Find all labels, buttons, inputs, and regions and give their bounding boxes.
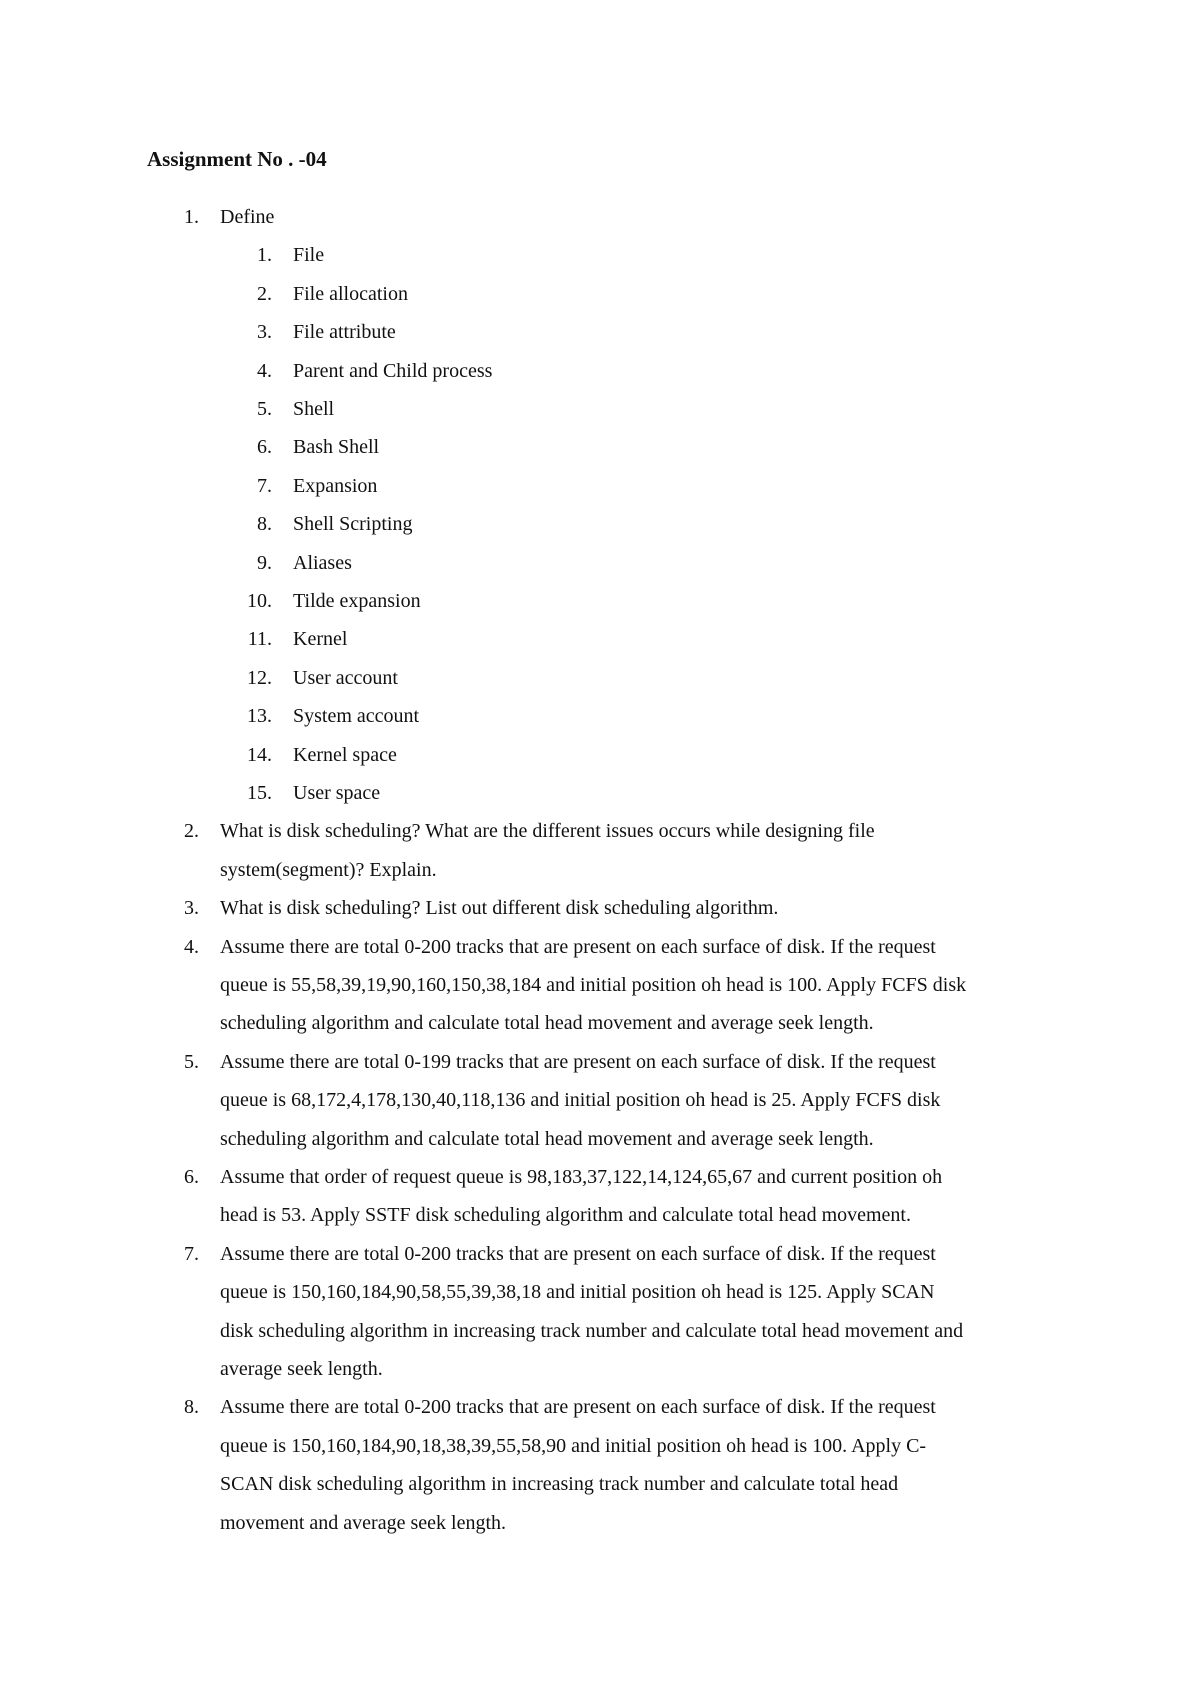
term-item: System account	[293, 705, 420, 728]
term-item: File allocation	[293, 282, 408, 305]
term-item: Aliases	[293, 551, 352, 574]
question-number: 7.	[184, 1242, 199, 1265]
question-number: 1.	[184, 206, 199, 228]
term-number: 12.	[247, 666, 272, 689]
term-number: 5.	[257, 398, 272, 420]
question-text-line: queue is 55,58,39,19,90,160,150,38,184 and initial position oh head is 100. Apply FCFS disk	[220, 974, 967, 996]
term-item: Kernel space	[293, 743, 397, 766]
question-text: Define	[220, 206, 275, 228]
question-text-line: SCAN disk scheduling algorithm in increasing track number and calculate total head	[220, 1473, 899, 1496]
term-number: 11.	[247, 628, 272, 651]
term-number: 13.	[247, 705, 272, 728]
question-text-line: queue is 150,160,184,90,58,55,39,38,18 and initial position oh head is 125. Apply SCAN	[220, 1281, 935, 1304]
question-number: 3.	[184, 897, 199, 920]
question-text-line: Assume there are total 0-200 tracks that are present on each surface of disk. If the request	[220, 1242, 936, 1265]
term-item: Shell Scripting	[293, 513, 413, 536]
question-text-line: scheduling algorithm and calculate total head movement and average seek length.	[220, 1127, 874, 1150]
question-text-line: queue is 68,172,4,178,130,40,118,136 and initial position oh head is 25. Apply FCFS disk	[220, 1089, 941, 1112]
question-number: 4.	[184, 935, 199, 958]
question-text-line: system(segment)? Explain.	[220, 858, 437, 881]
term-item: Bash Shell	[293, 436, 380, 459]
question-number: 5.	[184, 1050, 199, 1073]
term-item: File attribute	[293, 321, 396, 344]
question-text-line: Assume there are total 0-199 tracks that are present on each surface of disk. If the request	[220, 1050, 936, 1073]
question-number: 6.	[184, 1166, 199, 1188]
question-number: 2.	[184, 820, 199, 843]
term-number: 15.	[247, 782, 272, 804]
question-text-line: What is disk scheduling? What are the different issues occurs while designing file	[220, 820, 875, 843]
term-item: Shell	[293, 398, 335, 420]
question-text-line: average seek length.	[220, 1358, 383, 1380]
term-number: 8.	[257, 513, 272, 536]
term-item: User account	[293, 666, 398, 689]
term-number: 7.	[257, 474, 272, 497]
question-text-line: Assume there are total 0-200 tracks that are present on each surface of disk. If the request	[220, 935, 936, 958]
term-number: 10.	[247, 590, 272, 612]
term-item: Kernel	[293, 628, 348, 651]
assignment-title: Assignment No . -04	[147, 147, 327, 171]
term-number: 4.	[257, 359, 272, 382]
term-item: Parent and Child process	[293, 359, 493, 382]
term-number: 3.	[257, 321, 272, 344]
question-text-line: disk scheduling algorithm in increasing track number and calculate total head movement and	[220, 1319, 964, 1342]
term-number: 9.	[257, 551, 272, 574]
question-text-line: queue is 150,160,184,90,18,38,39,55,58,90 and initial position oh head is 100. Apply C-	[220, 1434, 927, 1457]
term-number: 6.	[257, 436, 272, 459]
question-text-line: head is 53. Apply SSTF disk scheduling algorithm and calculate total head movement.	[220, 1204, 911, 1227]
term-item: Tilde expansion	[293, 590, 421, 612]
term-item: Expansion	[293, 474, 378, 497]
term-number: 14.	[247, 743, 272, 766]
question-number: 8.	[184, 1396, 199, 1419]
term-number: 1.	[257, 244, 272, 267]
question-text-line: What is disk scheduling? List out different disk scheduling algorithm.	[220, 897, 779, 920]
question-text-line: movement and average seek length.	[220, 1511, 506, 1534]
term-item: File	[293, 244, 325, 267]
question-text-line: Assume that order of request queue is 98,183,37,122,14,124,65,67 and current position oh	[220, 1166, 943, 1188]
term-item: User space	[293, 782, 381, 804]
term-number: 2.	[257, 282, 272, 305]
question-text-line: Assume there are total 0-200 tracks that are present on each surface of disk. If the request	[220, 1396, 936, 1419]
question-text-line: scheduling algorithm and calculate total head movement and average seek length.	[220, 1012, 874, 1035]
